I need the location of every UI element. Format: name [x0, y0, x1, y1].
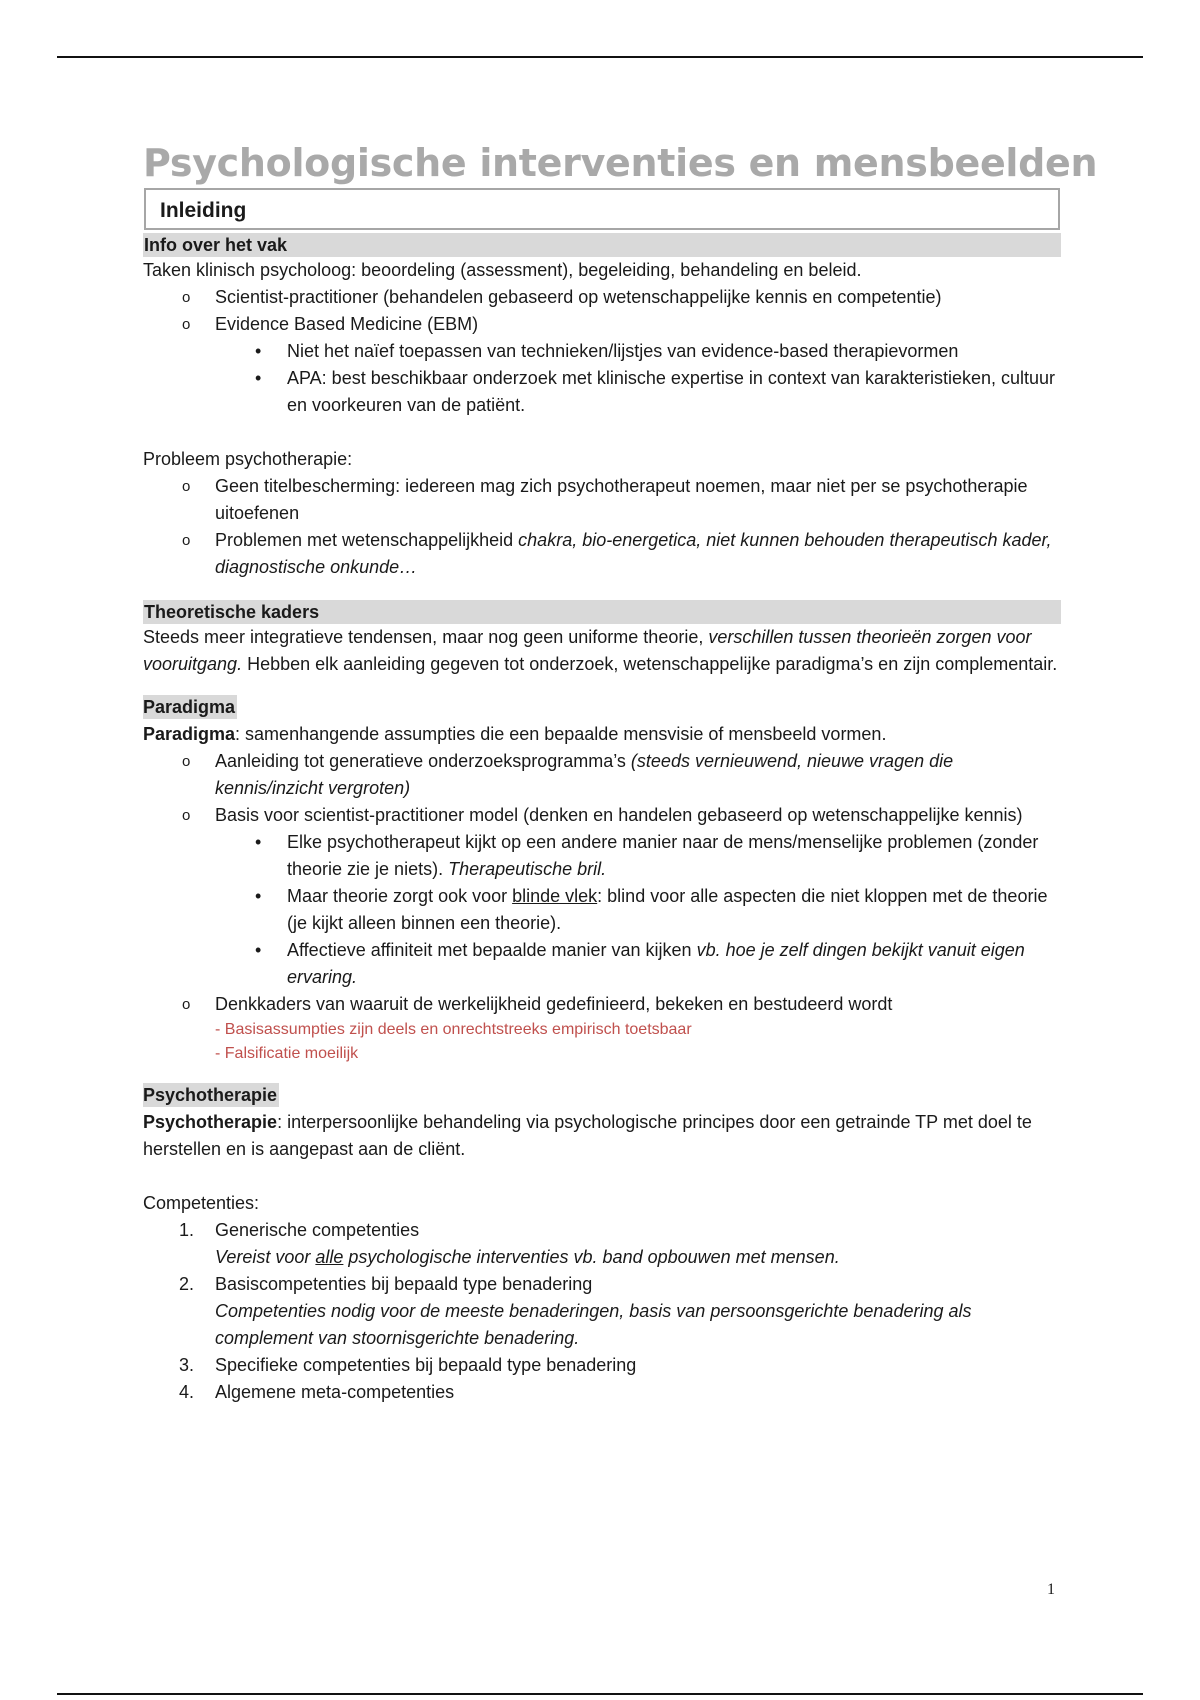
list-item: [143, 748, 1063, 802]
list-item-text: Evidence Based Medicine (EBM): [215, 314, 479, 334]
numbered-item: [143, 1352, 1063, 1379]
item-text: Generische competenties: [215, 1220, 420, 1240]
definition-text: : interpersoonlijke behandeling via psychologische principes door een getrainde TP met doel te herstellen en is aangepast aan de cliënt.: [143, 1112, 1032, 1159]
psychotherapie-definition: [143, 1109, 1063, 1163]
page-number: 1: [1047, 1581, 1055, 1598]
document-title: Psychologische interventies en mensbeelden: [143, 141, 1098, 185]
probleem-intro: Probleem psychotherapie:: [143, 449, 353, 469]
info-sublist: [215, 338, 1063, 419]
list-item: o Scientist-practitioner (behandelen gebaseerd op wetenschappelijke kennis en competentie): [143, 284, 1063, 311]
red-note: - Falsificatie moeilijk: [215, 1045, 359, 1062]
item-text: Basiscompetenties bij bepaald type benadering: [215, 1274, 593, 1294]
paradigma-list: [143, 748, 1063, 1018]
section-heading-paradigma: Paradigma: [143, 697, 236, 717]
list-item: [143, 527, 1063, 581]
sub-list-item: • Niet het naïef toepassen van technieken/lijstjes van evidence-based therapievormen: [215, 338, 1063, 365]
item-text: Algemene meta-competenties: [215, 1382, 455, 1402]
text-underline: alle: [315, 1247, 344, 1267]
list-item-text: Aanleiding tot generatieve onderzoeksprogramma’s: [215, 751, 631, 771]
text-italic: Therapeutische bril.: [448, 859, 607, 879]
definition-text: : samenhangende assumpties die een bepaalde mensvisie of mensbeeld vormen.: [235, 724, 887, 744]
list-item: o Geen titelbescherming: iedereen mag zich psychotherapeut noemen, maar niet per se psychotherapie uitoefenen: [143, 473, 1063, 527]
term: Paradigma: [143, 724, 236, 744]
list-item: o Denkkaders van waaruit de werkelijkheid gedefinieerd, bekeken en bestudeerd wordt: [143, 991, 1063, 1018]
document-body: [143, 140, 1098, 1406]
competenties-intro: Competenties:: [143, 1193, 260, 1213]
sub-list-item: [215, 829, 1063, 883]
text-span: Steeds meer integratieve tendensen, maar nog geen uniforme theorie,: [143, 627, 709, 647]
list-item-text: Basis voor scientist-practitioner model (denken en handelen gebaseerd op wetenschappelijke kennis): [215, 805, 1023, 825]
list-item-italic: chakra, bio-energetica, niet kunnen behouden therapeutisch kader, diagnostische onkunde…: [215, 530, 1052, 577]
paradigma-definition: [143, 721, 1063, 748]
section-heading-info: Info over het vak: [143, 233, 1061, 257]
item-number: 2.: [179, 1274, 195, 1294]
text-span: psychologische interventies vb. band opbouwen met mensen.: [343, 1247, 840, 1267]
numbered-item: [143, 1217, 1063, 1271]
sub-list-item: [215, 937, 1063, 991]
info-line: Taken klinisch psycholoog: beoordeling (assessment), begeleiding, behandeling en beleid.: [143, 260, 862, 280]
text-italic: verschillen tussen theorieën zorgen voor vooruitgang.: [143, 627, 1032, 674]
item-note: [215, 1247, 840, 1267]
red-note: - Basisassumpties zijn deels en onrechtstreeks empirisch toetsbaar: [215, 1021, 692, 1038]
list-item-italic: (steeds vernieuwend, nieuwe vragen die kennis/inzicht vergroten): [215, 751, 954, 798]
text-span: : blind voor alle aspecten die niet kloppen met de theorie (je kijkt alleen binnen een theorie).: [287, 886, 1048, 933]
list-item: [143, 311, 1063, 419]
sub-list-item: • APA: best beschikbaar onderzoek met klinische expertise in context van karakteristieken, cultuur en voorkeuren van de patiënt.: [215, 365, 1063, 419]
competenties-list: [143, 1217, 1063, 1406]
item-text: Specifieke competenties bij bepaald type benadering: [215, 1355, 637, 1375]
info-list: [143, 284, 1063, 419]
numbered-item: [143, 1271, 1063, 1352]
probleem-list: [143, 473, 1063, 581]
section-heading-psychotherapie: Psychotherapie: [143, 1085, 278, 1105]
text-span: Maar theorie zorgt ook voor: [287, 886, 513, 906]
item-number: 3.: [179, 1355, 195, 1375]
top-rule: [57, 56, 1143, 58]
item-number: 1.: [179, 1220, 195, 1240]
item-note: Competenties nodig voor de meeste benaderingen, basis van persoonsgerichte benadering als complement van stoornisgerichte benadering.: [215, 1301, 972, 1348]
text-span: Elke psychotherapeut kijkt op een andere manier naar de mens/menselijke problemen (zonder theorie zie je niets).: [287, 832, 1039, 879]
bottom-rule: [57, 1693, 1143, 1695]
text-span: Hebben elk aanleiding gegeven tot onderzoek, wetenschappelijke paradigma’s en zijn complementair.: [242, 654, 1058, 674]
list-item-text: Problemen met wetenschappelijkheid: [215, 530, 519, 550]
theoretisch-text: [143, 624, 1063, 678]
text-span: Affectieve affiniteit met bepaalde manier van kijken: [287, 940, 697, 960]
section-heading-theoretisch: Theoretische kaders: [143, 600, 1061, 624]
term: Psychotherapie: [143, 1112, 278, 1132]
paradigma-sublist: [215, 829, 1063, 991]
text-span: Vereist voor: [215, 1247, 316, 1267]
sub-list-item: [215, 883, 1063, 937]
intro-heading-box: Inleiding: [144, 188, 1060, 230]
text-italic: vb. hoe je zelf dingen bekijkt vanuit eigen ervaring.: [287, 940, 1025, 987]
numbered-item: [143, 1379, 1063, 1406]
list-item: [143, 802, 1063, 991]
item-number: 4.: [179, 1382, 195, 1402]
text-underline: blinde vlek: [512, 886, 598, 906]
